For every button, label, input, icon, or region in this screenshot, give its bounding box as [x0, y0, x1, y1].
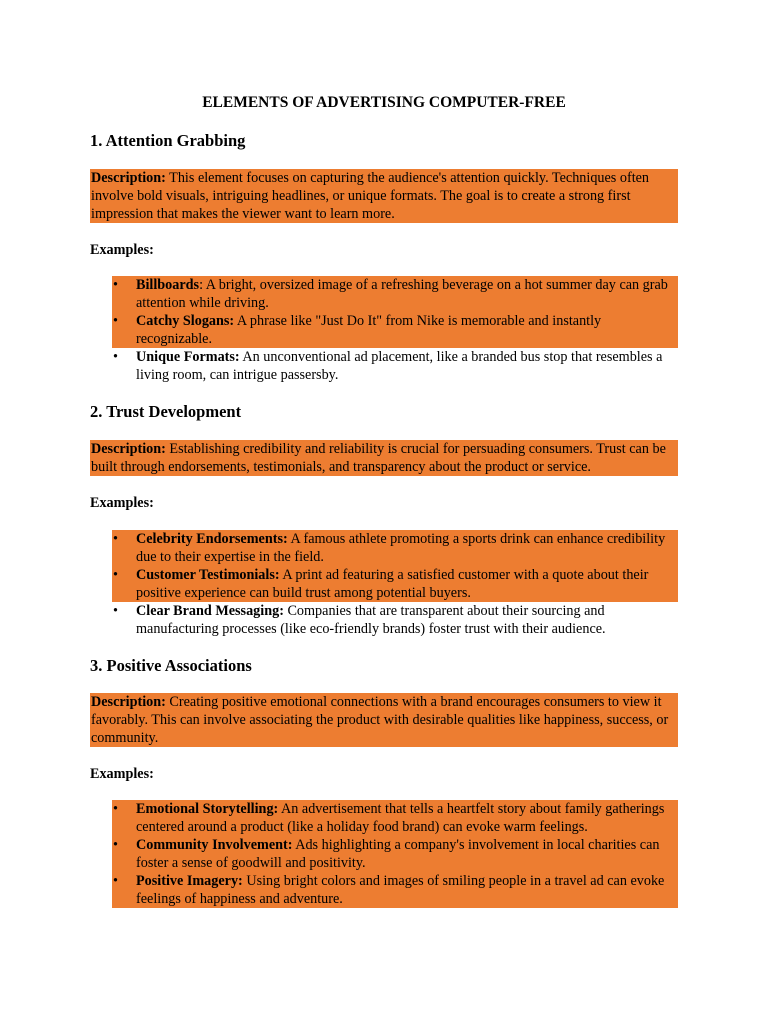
description-text: Establishing credibility and reliability is crucial for persuading consumers. Trust can be built through endorsements, testimonials, and transparency about the product or service. [91, 441, 666, 475]
document-title: ELEMENTS OF ADVERTISING COMPUTER-FREE [202, 94, 566, 111]
example-text: An advertisement that tells a heartfelt story about family gatherings centered around a product (like a holiday food brand) can evoke warm feelings. [136, 801, 665, 835]
section-heading-positive-associations: 3. Positive Associations [90, 656, 252, 675]
description-label: Description: [91, 441, 166, 457]
list-item [112, 602, 678, 638]
examples-list [112, 276, 678, 384]
description-text: This element focuses on capturing the audience's attention quickly. Techniques often involve bold visuals, intriguing headlines, or unique formats. The goal is to create a strong first impression that makes the viewer want to learn more. [91, 170, 650, 222]
list-item [112, 566, 678, 602]
example-text: Companies that are transparent about their sourcing and manufacturing processes (like eco-friendly brands) foster trust with their audience. [136, 603, 606, 637]
examples-label: Examples: [90, 495, 154, 511]
example-term: Positive Imagery: [136, 873, 243, 889]
examples-label: Examples: [90, 766, 154, 782]
list-item [112, 312, 678, 348]
description-text: Creating positive emotional connections with a brand encourages consumers to view it favorably. This can involve associating the product with desirable qualities like happiness, success, or community. [91, 694, 669, 746]
example-term: Celebrity Endorsements: [136, 531, 288, 547]
list-item [112, 276, 678, 312]
example-term: Customer Testimonials: [136, 567, 280, 583]
example-term: Emotional Storytelling: [136, 801, 279, 817]
example-term: Community Involvement: [136, 837, 293, 853]
example-text: Ads highlighting a company's involvement in local charities can foster a sense of goodwill and positivity. [136, 837, 660, 871]
section-description [90, 169, 678, 223]
example-text: : A bright, oversized image of a refreshing beverage on a hot summer day can grab attention while driving. [136, 277, 668, 311]
description-label: Description: [91, 694, 166, 710]
example-text: A famous athlete promoting a sports drink can enhance credibility due to their expertise in the field. [136, 531, 666, 565]
example-text: A print ad featuring a satisfied customer with a quote about their positive experience can build trust among potential buyers. [136, 567, 649, 601]
section-description [90, 440, 678, 476]
example-text: Using bright colors and images of smiling people in a travel ad can evoke feelings of happiness and adventure. [136, 873, 665, 907]
section-heading-trust-development: 2. Trust Development [90, 402, 242, 421]
list-item [112, 800, 678, 836]
examples-list [112, 800, 678, 908]
list-item [112, 530, 678, 566]
example-term: Clear Brand Messaging: [136, 603, 284, 619]
examples-list [112, 530, 678, 638]
examples-label: Examples: [90, 242, 154, 258]
section-heading-attention-grabbing: 1. Attention Grabbing [90, 131, 246, 150]
example-text: A phrase like "Just Do It" from Nike is memorable and instantly recognizable. [136, 313, 602, 347]
example-text: An unconventional ad placement, like a branded bus stop that resembles a living room, can intrigue passersby. [136, 349, 663, 383]
list-item [112, 836, 678, 872]
example-term: Unique Formats: [136, 349, 240, 365]
description-label: Description: [91, 170, 166, 186]
section-description [90, 693, 678, 747]
example-term: Billboards [136, 277, 200, 293]
list-item [112, 348, 678, 384]
example-term: Catchy Slogans: [136, 313, 235, 329]
list-item [112, 872, 678, 908]
